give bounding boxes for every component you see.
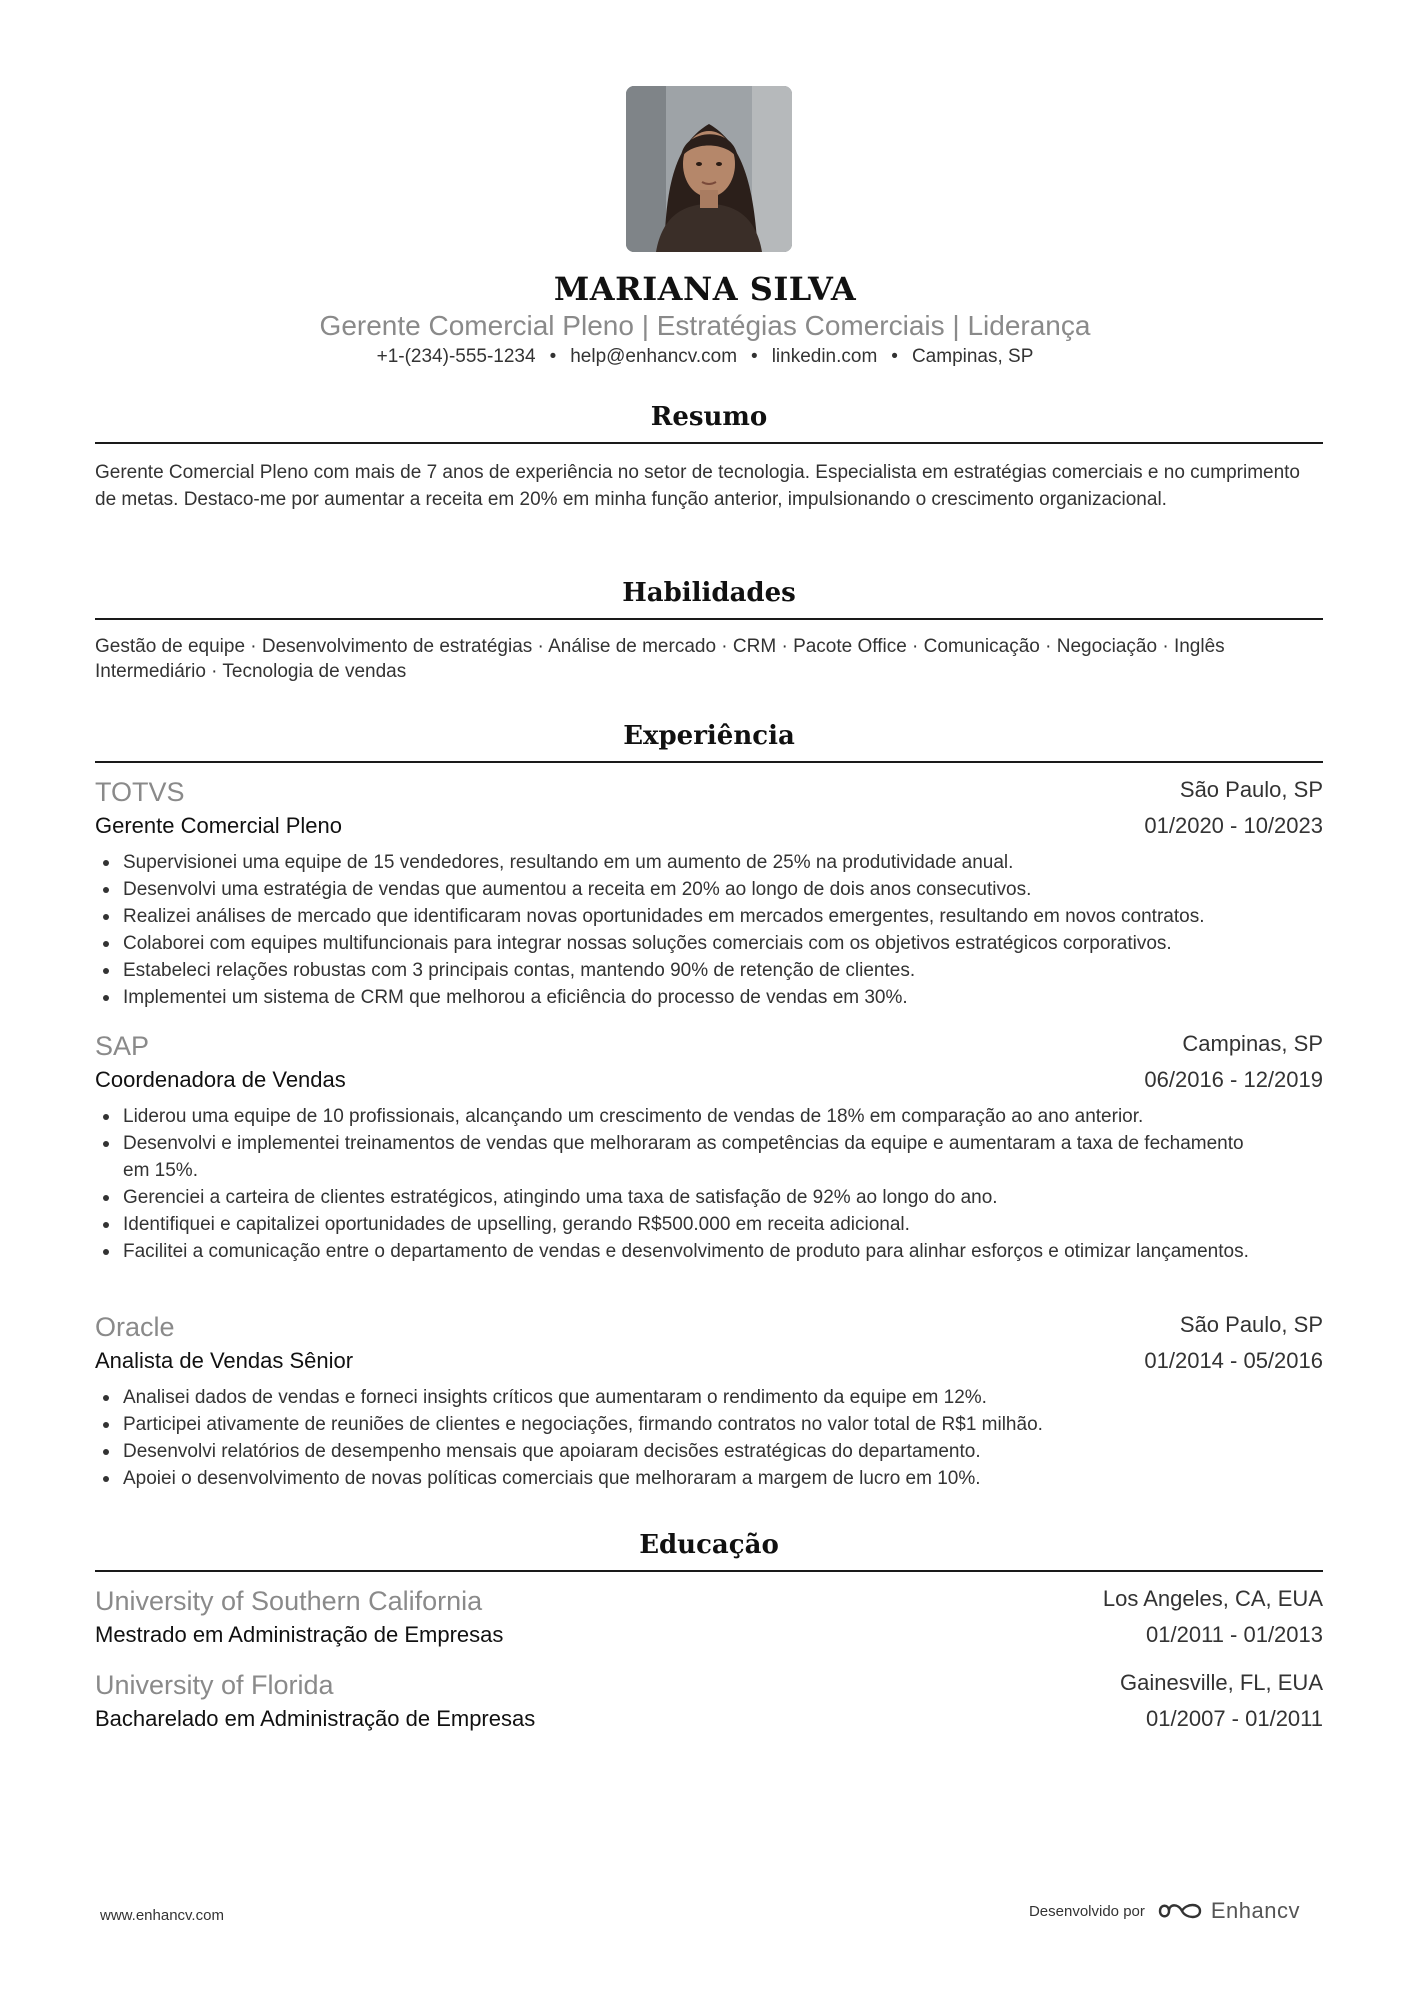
education-header [95, 1670, 1323, 1701]
job-dates: 01/2014 - 05/2016 [1144, 1348, 1323, 1373]
summary-text: Gerente Comercial Pleno com mais de 7 anos de experiência no setor de tecnologia. Especialista em estratégias comerciais e no cumprimento de metas. Destaco-me por aumentar a receita em 20% em minha função anterior, impulsionando o crescimento organizacional. [95, 462, 1300, 510]
job-role: Coordenadora de Vendas [95, 1067, 346, 1092]
section-title-experience: Experiência [95, 721, 1323, 763]
job-header [95, 1031, 1323, 1062]
list-item: Desenvolvi relatórios de desempenho mensais que apoiaram decisões estratégicas do departamento. [95, 1438, 1323, 1465]
job-subheader [95, 1067, 1323, 1093]
candidate-name: MARIANA SILVA [553, 270, 857, 308]
list-item: Estabeleci relações robustas com 3 principais contas, mantendo 90% de retenção de clientes. [95, 957, 1323, 984]
list-item: Liderou uma equipe de 10 profissionais, alcançando um crescimento de vendas de 18% em comparação ao ano anterior. [95, 1103, 1255, 1130]
job-dates: 06/2016 - 12/2019 [1144, 1067, 1323, 1092]
skills-text: Gestão de equipe · Desenvolvimento de estratégias · Análise de mercado · CRM · Pacote Office · Comunicação · Negociação · Inglês Intermediário · Tecnologia de vendas [95, 636, 1225, 682]
list-item: Desenvolvi uma estratégia de vendas que aumentou a receita em 20% ao longo de dois anos consecutivos. [95, 876, 1323, 903]
profile-photo [626, 86, 792, 252]
job-company: TOTVS [95, 777, 185, 807]
section-title-skills: Habilidades [95, 578, 1323, 620]
list-item: Facilitei a comunicação entre o departamento de vendas e desenvolvimento de produto para alinhar esforços e otimizar lançamentos. [95, 1238, 1255, 1265]
footer-branding[interactable] [1029, 1898, 1300, 1924]
powered-by-label: Desenvolvido por [1028, 1902, 1145, 1920]
job-location: Campinas, SP [1182, 1031, 1323, 1056]
contact-email[interactable]: help@enhancv.com [570, 346, 738, 367]
job-bullets [95, 849, 1323, 1011]
list-item: Realizei análises de mercado que identificaram novas oportunidades em mercados emergentes, resultando em novos contratos. [95, 903, 1323, 930]
education-degree: Bacharelado em Administração de Empresas [95, 1706, 536, 1731]
job-bullets [95, 1384, 1323, 1492]
education-location: Gainesville, FL, EUA [1120, 1670, 1323, 1695]
job-subheader [95, 813, 1323, 839]
contact-location: Campinas, SP [911, 346, 1034, 367]
job-subheader [95, 1348, 1323, 1374]
education-school: University of Southern California [95, 1586, 483, 1616]
footer-website[interactable]: www.enhancv.com [100, 1907, 224, 1924]
education-dates: 01/2007 - 01/2011 [1146, 1706, 1323, 1731]
job-role: Gerente Comercial Pleno [95, 813, 343, 838]
education-header [95, 1586, 1323, 1617]
education-subheader [95, 1622, 1323, 1648]
job-bullets [95, 1103, 1255, 1265]
list-item: Desenvolvi e implementei treinamentos de vendas que melhoraram as competências da equipe e aumentaram a taxa de fechamento em 15%. [95, 1130, 1255, 1184]
education-location: Los Angeles, CA, EUA [1102, 1586, 1323, 1611]
contact-line [0, 346, 1410, 368]
infinity-logo-icon [1157, 1899, 1203, 1923]
section-title-education: Educação [95, 1530, 1323, 1572]
job-company: Oracle [95, 1312, 175, 1342]
list-item: Participei ativamente de reuniões de clientes e negociações, firmando contratos no valor total de R$1 milhão. [95, 1411, 1323, 1438]
list-item: Identifiquei e capitalizei oportunidades de upselling, gerando R$500.000 em receita adicional. [95, 1211, 1255, 1238]
job-role: Analista de Vendas Sênior [95, 1348, 354, 1373]
list-item: Supervisionei uma equipe de 15 vendedores, resultando em um aumento de 25% na produtividade anual. [95, 849, 1323, 876]
candidate-headline: Gerente Comercial Pleno | Estratégias Comerciais | Liderança [319, 310, 1091, 341]
section-title-summary: Resumo [95, 402, 1323, 444]
education-subheader [95, 1706, 1323, 1732]
bullet-separator: • [549, 346, 557, 367]
job-location: São Paulo, SP [1179, 777, 1323, 802]
list-item: Analisei dados de vendas e forneci insights críticos que aumentaram o rendimento da equipe em 12%. [95, 1384, 1323, 1411]
contact-linkedin[interactable]: linkedin.com [771, 346, 878, 367]
list-item: Implementei um sistema de CRM que melhorou a eficiência do processo de vendas em 30%. [95, 984, 1323, 1011]
job-location: São Paulo, SP [1179, 1312, 1323, 1337]
brand-name: Enhancv [1210, 1898, 1300, 1923]
education-dates: 01/2011 - 01/2013 [1146, 1622, 1323, 1647]
job-dates: 01/2020 - 10/2023 [1144, 813, 1323, 838]
list-item: Colaborei com equipes multifuncionais para integrar nossas soluções comerciais com os objetivos estratégicos corporativos. [95, 930, 1323, 957]
job-header [95, 1312, 1323, 1343]
portrait-image [626, 86, 792, 252]
contact-phone[interactable]: +1-(234)-555-1234 [376, 346, 536, 367]
list-item: Gerenciei a carteira de clientes estratégicos, atingindo uma taxa de satisfação de 92% ao longo do ano. [95, 1184, 1255, 1211]
bullet-separator: • [891, 346, 898, 367]
education-school: University of Florida [95, 1670, 334, 1700]
job-company: SAP [95, 1031, 150, 1061]
bullet-separator: • [751, 346, 758, 367]
job-header [95, 777, 1323, 808]
list-item: Apoiei o desenvolvimento de novas políticas comerciais que melhoraram a margem de lucro em 10%. [95, 1465, 1323, 1492]
education-degree: Mestrado em Administração de Empresas [95, 1622, 504, 1647]
